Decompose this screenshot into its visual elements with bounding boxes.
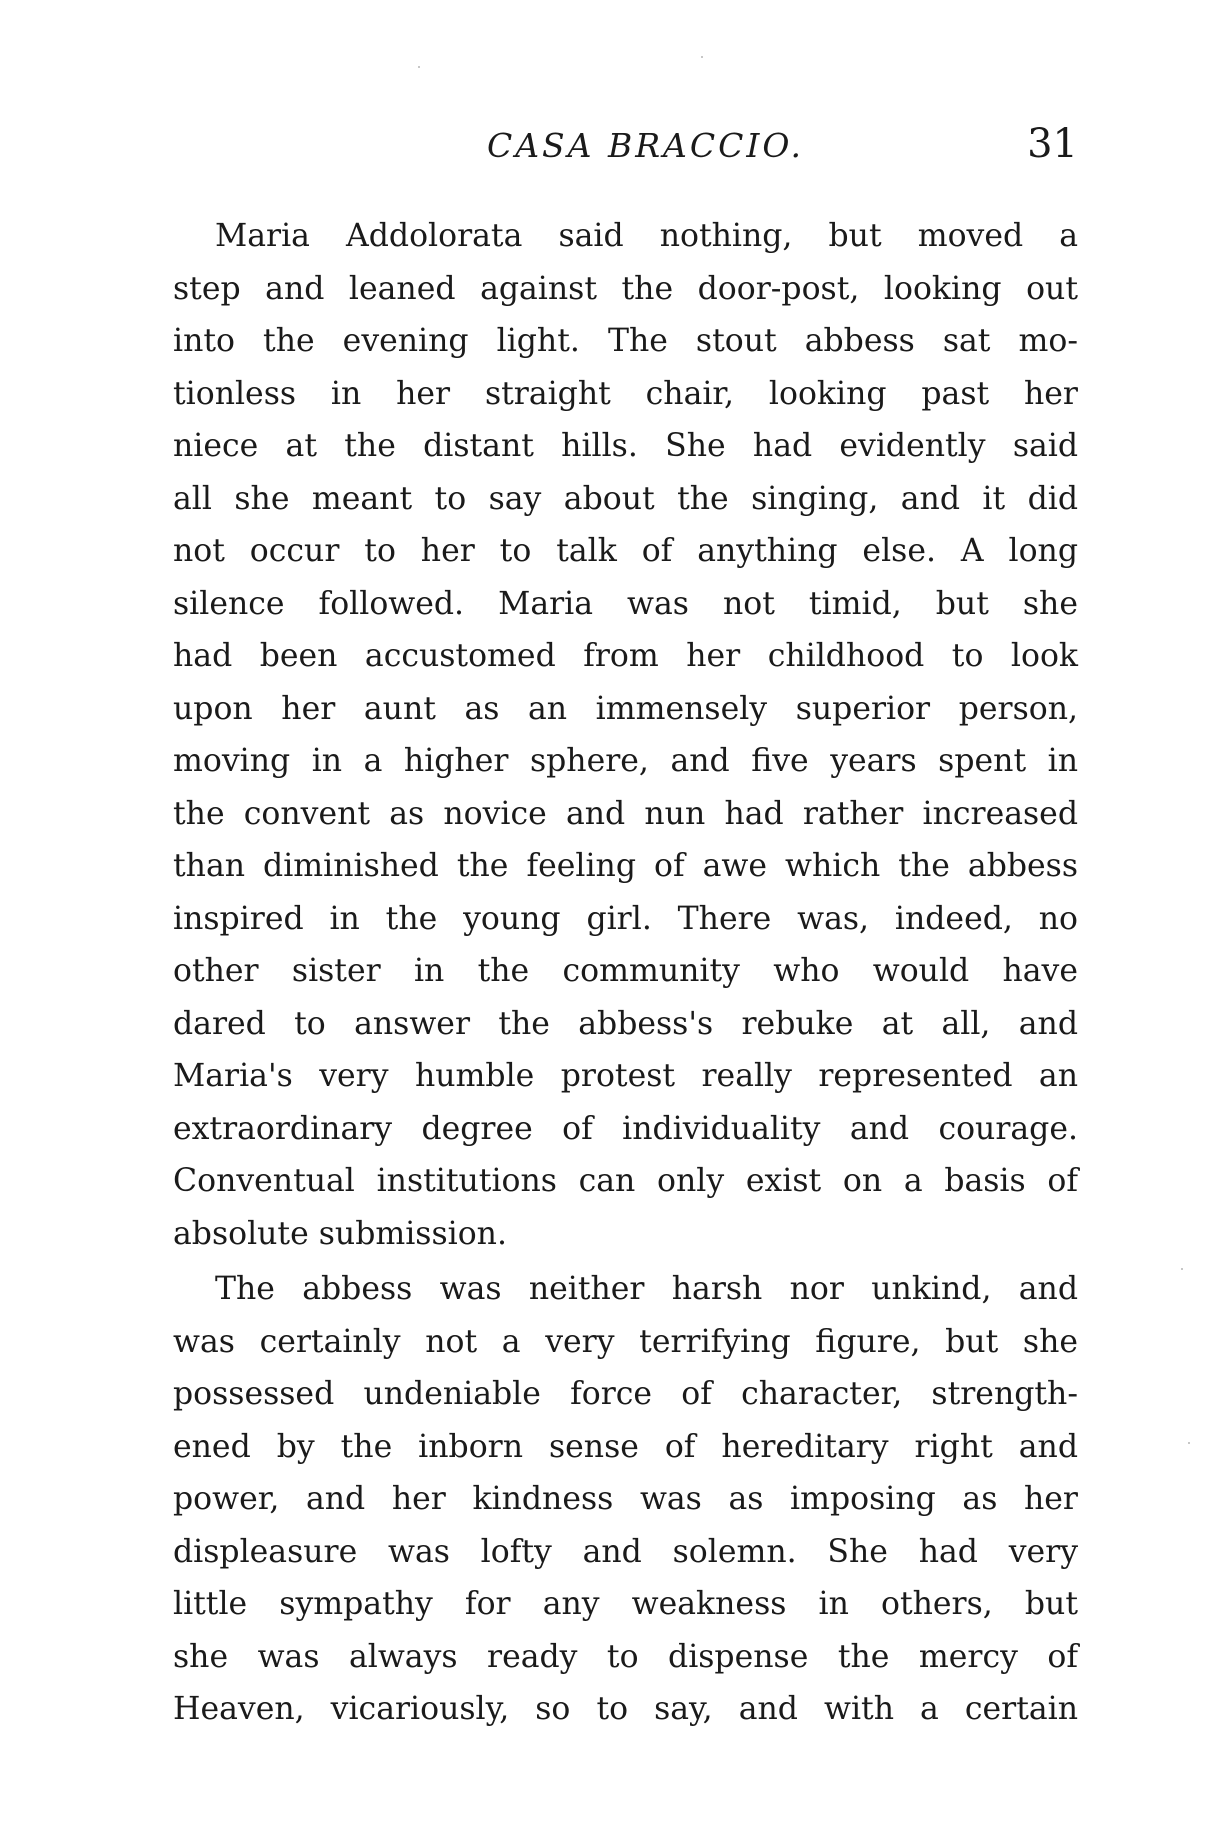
text-line: power, and her kindness was as imposing as her	[173, 1481, 1078, 1517]
text-line: ened by the inborn sense of hereditary right and	[173, 1428, 1078, 1465]
text-line: little sympathy for any weakness in others, but	[173, 1586, 1078, 1622]
text-line: possessed undeniable force of character, strength-	[173, 1376, 1078, 1412]
text-line: upon her aunt as an immensely superior person,	[173, 690, 1078, 727]
text-line: Conventual institutions can only exist on a basis of	[173, 1163, 1078, 1199]
text-line: she was always ready to dispense the mercy of	[173, 1638, 1078, 1675]
body-text	[173, 210, 1078, 1736]
text-line: extraordinary degree of individuality and courage.	[173, 1110, 1078, 1147]
text-line: Maria Addolorata said nothing, but moved a	[215, 218, 1078, 254]
text-line: Heaven, vicariously, so to say, and with a certain	[173, 1691, 1078, 1727]
text-line: inspired in the young girl. There was, indeed, no	[173, 900, 1078, 937]
text-line: into the evening light. The stout abbess sat mo-	[173, 323, 1078, 359]
text-line: niece at the distant hills. She had evidently said	[173, 428, 1078, 464]
text-line: silence followed. Maria was not timid, but she	[173, 585, 1078, 622]
text-line: the convent as novice and nun had rather increased	[173, 795, 1078, 832]
paragraph	[173, 1263, 1078, 1736]
text-line: was certainly not a very terrifying figure, but she	[173, 1323, 1078, 1360]
text-line: tionless in her straight chair, looking past her	[173, 375, 1078, 412]
text-line: moving in a higher sphere, and five years spent in	[173, 743, 1078, 779]
text-line: not occur to her to talk of anything else. A long	[173, 533, 1078, 569]
paper-speck	[1188, 1442, 1190, 1444]
text-line: all she meant to say about the singing, and it did	[173, 480, 1078, 517]
text-line: absolute submission.	[173, 1215, 507, 1252]
text-line: The abbess was neither harsh nor unkind, and	[215, 1271, 1078, 1307]
text-line: than diminished the feeling of awe which the abbess	[173, 848, 1078, 884]
text-line: other sister in the community who would have	[173, 953, 1078, 989]
text-line: step and leaned against the door-post, looking out	[173, 270, 1078, 307]
paper-speck	[1181, 1268, 1183, 1270]
text-line: displeasure was lofty and solemn. She had very	[173, 1533, 1078, 1570]
running-title: CASA BRACCIO.	[486, 126, 805, 165]
running-head	[173, 120, 1078, 180]
paper-speck	[701, 56, 703, 58]
text-line: dared to answer the abbess's rebuke at all, and	[173, 1005, 1078, 1042]
text-line: Maria's very humble protest really represented an	[173, 1058, 1078, 1094]
page-number: 31	[1027, 121, 1078, 167]
text-line: had been accustomed from her childhood to look	[173, 638, 1078, 674]
paragraph	[173, 210, 1078, 1260]
paper-speck	[418, 66, 420, 68]
